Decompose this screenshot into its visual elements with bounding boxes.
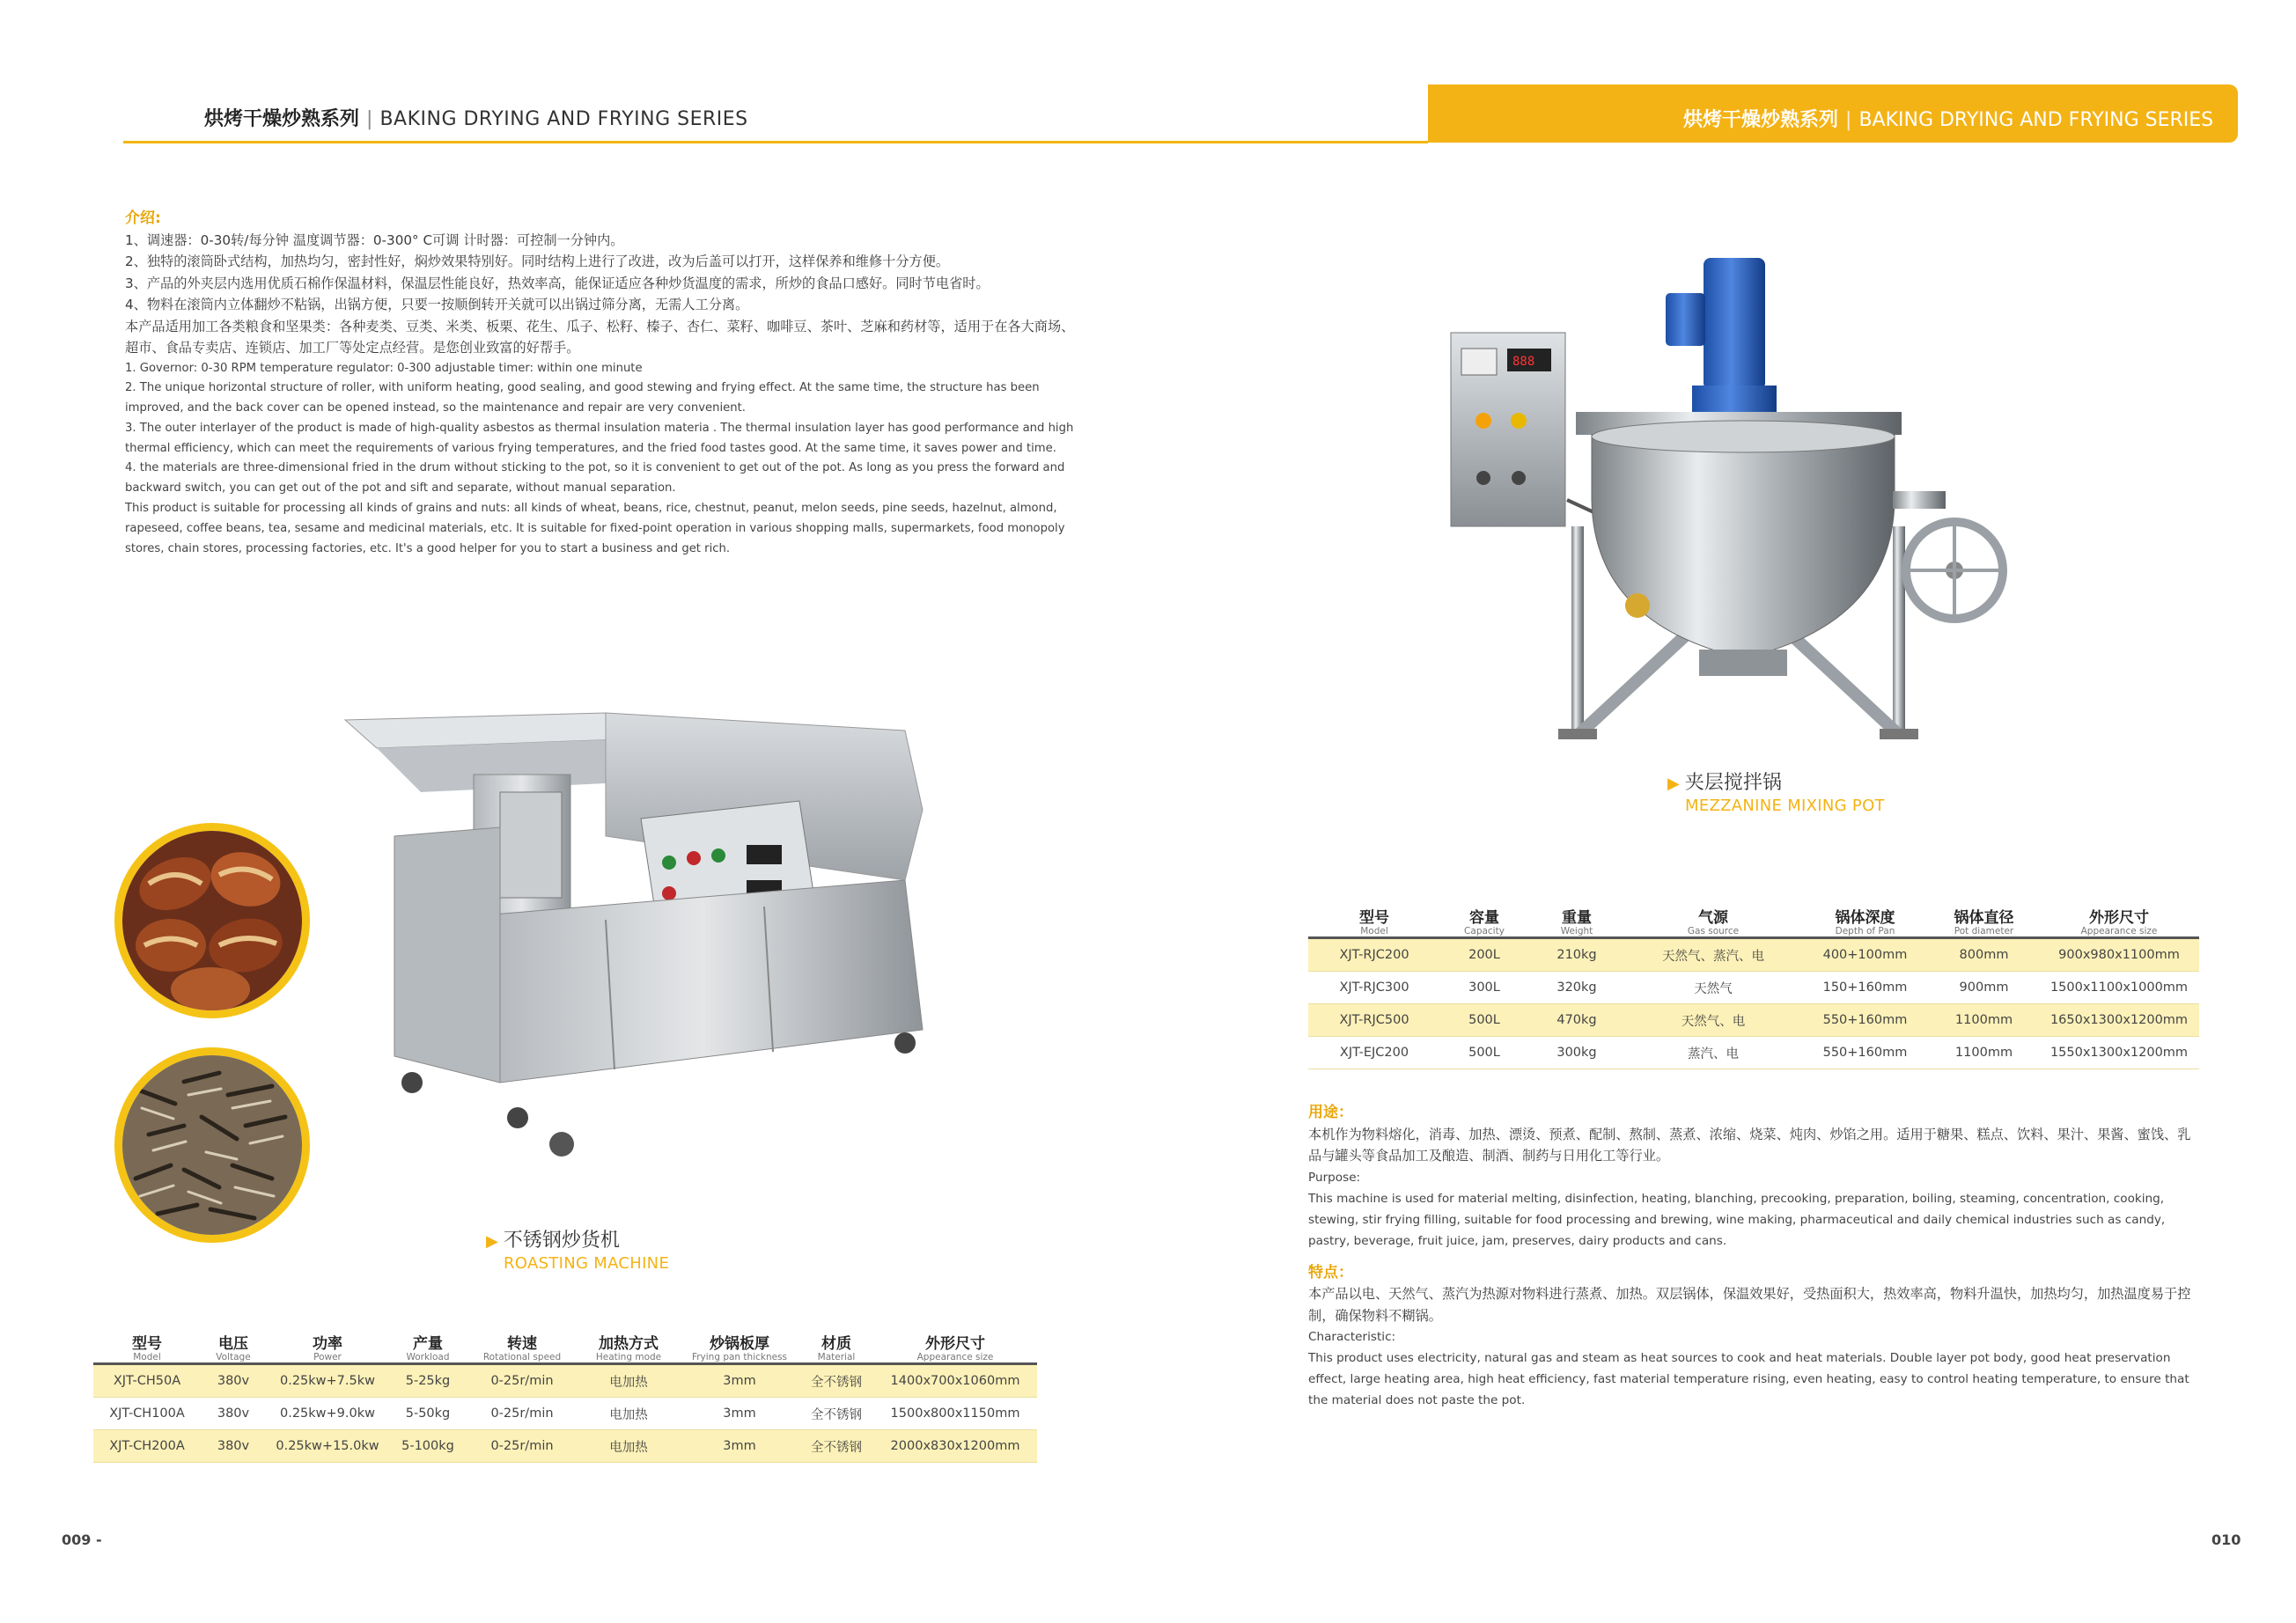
table-cell: 0-25r/min [467,1364,578,1398]
table-cell: XJT-CH100A [109,1406,185,1421]
table-cell: 1500x1100x1000mm [2049,980,2189,995]
table-cell: 1550x1300x1200mm [2049,1046,2189,1060]
page-number-left: 009 - [62,1531,102,1548]
table-cell: 0.25kw+9.0kw [279,1406,375,1421]
table-cell: 0-25r/min [467,1430,578,1463]
table-cell: 300L [1468,980,1500,995]
table-cell: 200L [1440,938,1528,972]
mixing-pot-image [1435,236,2042,746]
column-header: 外形尺寸 Appearance size [916,1335,994,1362]
table-cell: XJT-CH50A [93,1364,201,1398]
header-left-cn: 烘烤干燥炒熟系列 [204,108,360,130]
table-cell: 3mm [680,1364,799,1398]
table-cell: 1100mm [1929,1004,2039,1037]
mixing-caption-cn: 夹层搅拌锅 [1684,772,1782,794]
column-header: 材质 Material [817,1335,856,1362]
table-cell: 1100mm [1954,1046,2013,1060]
table-cell: 全不锈钢 [811,1407,862,1422]
svg-text:888: 888 [1512,355,1535,369]
table-cell: 蒸汽、电 [1688,1047,1739,1061]
mixing-spec-table [1308,910,2199,1069]
table-cell: 5-100kg [389,1430,467,1463]
seeds-image [114,1047,310,1243]
intro-en-line: This product is suitable for processing all kinds of grains and nuts: all kinds of wheat, beans, rice, chestnut, peanut, melon seeds, pine seeds, hazelnut, almond, rapeseed, coffee beans, tea, sesame and medicinal materials, etc. It is suitable for fixed-point operation in various shopping malls, supermarkets, food monopoly stores, chain stores, processing factories, etc. It's a good helper for you to start a business and get rich. [125,502,1065,555]
intro-cn-line: 4、物料在滚筒内立体翻炒不粘锅，出锅方便，只要一按顺倒转开关就可以出锅过筛分离，无需人工分离。 [125,297,749,312]
column-header: 型号 Model [1359,909,1389,936]
table-row [93,1430,1037,1463]
header-separator: | [366,108,373,130]
table-cell: XJT-RJC500 [1308,1004,1440,1037]
header-separator-right: | [1845,109,1852,131]
table-cell: 0.25kw+7.5kw [266,1364,389,1398]
header-right [1683,105,2213,132]
column-header: 转速 Rotational speed [482,1335,562,1362]
roasting-caption-cn: 不锈钢炒货机 [503,1230,620,1252]
intro-section [125,208,1076,559]
usage-en-title: Purpose: [1308,1170,1361,1185]
table-cell: 320kg [1556,980,1597,995]
table-cell: 900mm [1959,980,2009,995]
table-row [1308,938,2199,972]
table-cell: 全不锈钢 [799,1430,873,1463]
triangle-icon: ▶ [486,1232,498,1251]
header-right-cn: 烘烤干燥炒熟系列 [1683,109,1839,131]
table-row [1308,972,2199,1004]
column-header: 重量 Weight [1560,909,1593,936]
table-cell: 380v [201,1430,266,1463]
usage-en: This machine is used for material melting, disinfection, heating, blanching, precooking, preparation, boiling, steaming, concentration, cooking, stewing, stir frying filling, suitable for food processing and brewing, wine making, pharmaceutical and daily chemical industries such as candy, pastry, beverage, fruit juice, jam, preserves, dairy products and cans. [1308,1191,2166,1248]
header-left [204,104,748,131]
column-header: 电压 Voltage [216,1335,251,1362]
column-header: 炒锅板厚 Frying pan thickness [691,1335,788,1362]
table-cell: 1400x700x1060mm [873,1364,1037,1398]
table-cell: 300kg [1556,1046,1597,1060]
table-cell: 3mm [680,1430,799,1463]
column-header: 产量 Workload [406,1335,450,1362]
table-cell: 400+100mm [1801,938,1929,972]
usage-features-section [1308,1102,2199,1411]
page-number-right: 010 [2211,1531,2241,1548]
table-cell: XJT-CH200A [93,1430,201,1463]
table-cell: 全不锈钢 [799,1364,873,1398]
header-underline [123,141,1428,143]
table-header-row [1308,910,2199,938]
column-header: 功率 Power [313,1335,342,1362]
table-cell: 3mm [723,1406,756,1421]
table-cell: 470kg [1528,1004,1625,1037]
intro-cn-line: 1、调速器：0-30转/每分钟 温度调节器：0-300° C可调 计时器：可控制一分钟内。 [125,231,624,248]
mixing-caption [1667,767,1885,815]
column-header: 外形尺寸 Appearance size [2080,909,2158,936]
table-row [93,1398,1037,1430]
intro-cn-line: 3、产品的外夹层内选用优质石棉作保温材料，保温层性能良好，热效率高，能保证适应各种炒货温度的需求，所炒的食品口感好。同时节电省时。 [125,275,990,291]
triangle-icon: ▶ [1667,775,1680,793]
column-header: 锅体直径 Pot diameter [1954,909,2014,936]
table-row [93,1364,1037,1398]
usage-cn: 本机作为物料熔化，消毒、加热、漂烫、预煮、配制、熬制、蒸煮、浓缩、烧菜、炖肉、炒馅之用。适用于糖果、糕点、饮料、果汁、果酱、蜜饯、乳品与罐头等食品加工及酿造、制酒、制药与日用化工等行业。 [1308,1126,2191,1164]
table-cell: 1650x1300x1200mm [2039,1004,2199,1037]
table-cell: 电加热 [578,1430,680,1463]
column-header: 容量 Capacity [1464,909,1505,936]
table-cell: 电加热 [609,1407,648,1422]
column-header: 气源 Gas source [1687,909,1740,936]
table-cell: 550+160mm [1801,1004,1929,1037]
table-cell: 天然气、电 [1625,1004,1801,1037]
chestnut-image [114,823,310,1018]
table-cell: 1500x800x1150mm [890,1406,1020,1421]
intro-title: 介绍: [125,209,161,227]
table-cell: 天然气 [1694,981,1733,996]
table-header-row [93,1336,1037,1364]
features-en: This product uses electricity, natural gas and steam as heat sources to cook and heat materials. Double layer pot body, good heat preservation effect, large heating area, high heat efficiency, fast material temperature rising, even heating, easy to control heating temperature, to ensure that the material does not paste the pot. [1308,1351,2189,1407]
features-cn: 本产品以电、天然气、蒸汽为热源对物料进行蒸煮、加热。双层锅体，保温效果好，受热面积大，热效率高，物料升温快，加热均匀，加热温度易于控制，确保物料不糊锅。 [1308,1286,2191,1324]
table-cell: 500L [1468,1046,1500,1060]
roasting-machine-image [342,704,933,1197]
intro-cn-line: 本产品适用加工各类粮食和坚果类：各种麦类、豆类、米类、板栗、花生、瓜子、松籽、榛子、杏仁、菜籽、咖啡豆、茶叶、芝麻和药材等，适用于在各大商场、超市、食品专卖店、连锁店、加工厂等处定点经营。是您创业致富的好帮手。 [125,318,1075,356]
table-cell: 5-25kg [389,1364,467,1398]
table-cell: 150+160mm [1822,980,1908,995]
table-row [1308,1037,2199,1069]
table-cell: 380v [201,1364,266,1398]
usage-title: 用途： [1308,1104,1353,1121]
table-cell: 5-50kg [405,1406,451,1421]
roasting-caption-en: ROASTING MACHINE [504,1254,670,1273]
table-cell: XJT-RJC200 [1308,938,1440,972]
intro-en-line: 4. the materials are three-dimensional fried in the drum without sticking to the pot, so it is convenient to get out of the pot. As long as you press the forward and backward switch, you can get out of the pot and sift and separate, without manual separation. [125,461,1065,496]
roasting-spec-table [93,1336,1037,1463]
mixing-caption-en: MEZZANINE MIXING POT [1685,797,1885,815]
intro-en-line: 3. The outer interlayer of the product is made of high-quality asbestos as thermal insulation materia . The thermal insulation layer has good performance and high thermal efficiency, which can meet the requirements of various frying temperatures, and the fried food tastes good. At the same time, it saves power and time. [125,421,1074,455]
table-cell: XJT-EJC200 [1339,1046,1409,1060]
table-cell: 2000x830x1200mm [873,1430,1037,1463]
column-header: 锅体深度 Depth of Pan [1835,909,1895,936]
table-cell: 900x980x1100mm [2039,938,2199,972]
header-right-en: BAKING DRYING AND FRYING SERIES [1858,109,2214,131]
features-title: 特点： [1308,1263,1353,1282]
table-cell: 500L [1440,1004,1528,1037]
table-cell: 800mm [1929,938,2039,972]
header-left-en: BAKING DRYING AND FRYING SERIES [379,108,748,130]
roasting-caption [486,1225,669,1273]
column-header: 型号 Model [132,1335,162,1362]
column-header: 加热方式 Heating mode [595,1335,662,1362]
table-cell: XJT-RJC300 [1339,980,1409,995]
table-cell: 380v [217,1406,250,1421]
intro-en-line: 2. The unique horizontal structure of roller, with uniform heating, good sealing, and good stewing and frying effect. At the same time, the structure has been improved, and the back cover can be opened instead, so the maintenance and repair are very convenient. [125,381,1040,415]
table-cell: 天然气、蒸汽、电 [1625,938,1801,972]
intro-cn-line: 2、独特的滚筒卧式结构，加热均匀，密封性好，焖炒效果特别好。同时结构上进行了改进，改为后盖可以打开，这样保养和维修十分方便。 [125,253,950,269]
intro-en-line: 1. Governor: 0-30 RPM temperature regulator: 0-300 adjustable timer: within one minute [125,361,643,375]
table-row [1308,1004,2199,1037]
table-cell: 550+160mm [1822,1046,1908,1060]
table-cell: 210kg [1528,938,1625,972]
features-en-title: Characteristic: [1308,1330,1396,1344]
table-cell: 0-25r/min [490,1406,554,1421]
table-cell: 0.25kw+15.0kw [266,1430,389,1463]
table-cell: 电加热 [578,1364,680,1398]
